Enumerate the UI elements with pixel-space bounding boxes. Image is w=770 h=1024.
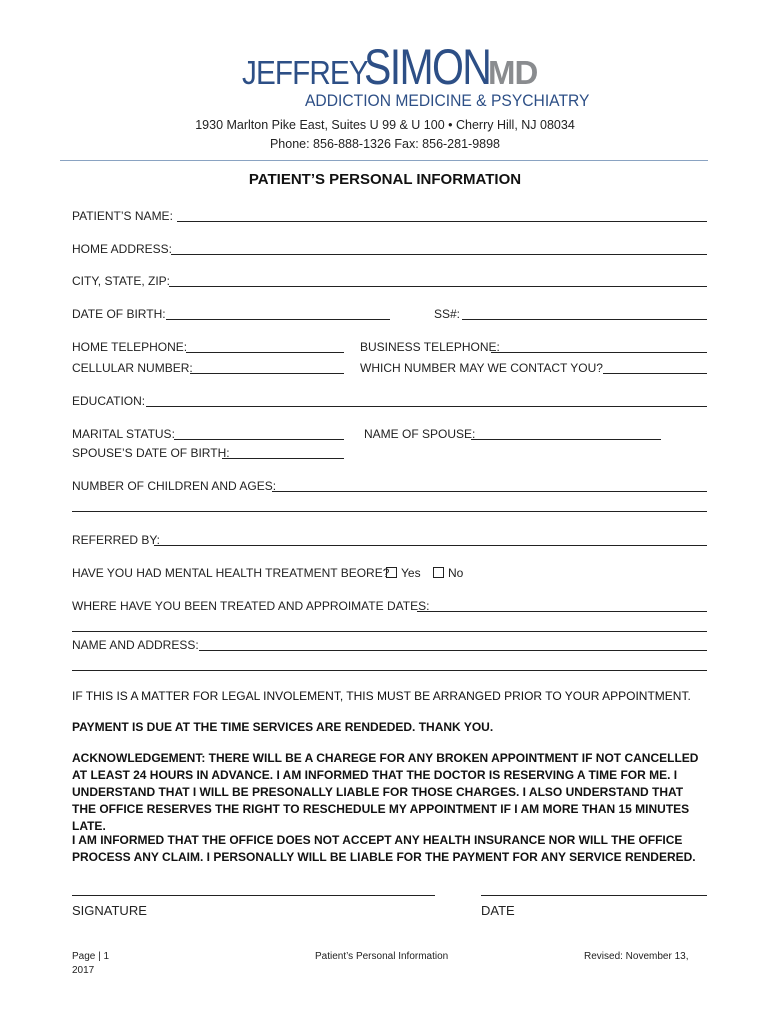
practice-phone: Phone: 856-888-1326 Fax: 856-281-9898 <box>269 137 501 151</box>
footer-year: 2017 <box>72 965 95 976</box>
spouse-name-label: NAME OF SPOUSE: <box>364 427 476 441</box>
home-address-label: HOME ADDRESS: <box>72 242 173 256</box>
name-address-field-line2[interactable] <box>72 670 707 671</box>
ssn-label: SS#: <box>434 307 461 321</box>
where-treated-field-line2[interactable] <box>72 631 707 632</box>
business-phone-label: BUSINESS TELEPHONE: <box>360 340 500 354</box>
date-label: DATE <box>481 903 515 918</box>
header-divider <box>60 160 708 161</box>
education-field[interactable] <box>146 406 707 407</box>
contact-number-field[interactable] <box>603 373 707 374</box>
signature-field[interactable] <box>72 895 435 896</box>
date-field[interactable] <box>481 895 707 896</box>
spouse-name-field[interactable] <box>471 439 661 440</box>
spouse-dob-field[interactable] <box>222 458 344 459</box>
patient-name-field[interactable] <box>177 221 707 222</box>
home-phone-field[interactable] <box>186 352 344 353</box>
marital-status-field[interactable] <box>174 439 344 440</box>
children-field-line2[interactable] <box>72 511 707 512</box>
yes-label: Yes <box>401 566 421 580</box>
footer-revised: Revised: November 13, <box>584 951 689 962</box>
logo-suffix: MD <box>488 54 538 91</box>
cell-field[interactable] <box>190 373 344 374</box>
children-label: NUMBER OF CHILDREN AND AGES: <box>72 479 277 493</box>
patient-name-label: PATIENT’S NAME: <box>72 209 173 223</box>
dob-label: DATE OF BIRTH: <box>72 307 166 321</box>
education-label: EDUCATION: <box>72 394 146 408</box>
logo-first-name: JEFFREY <box>242 54 368 91</box>
yes-option[interactable] <box>386 566 421 580</box>
legal-notice: IF THIS IS A MATTER FOR LEGAL INVOLEMENT, THIS MUST BE ARRANGED PRIOR TO YOUR APPOINTMENT. <box>72 689 691 703</box>
no-option[interactable] <box>433 566 463 580</box>
cell-label: CELLULAR NUMBER: <box>72 361 193 375</box>
referred-by-label: REFERRED BY: <box>72 533 161 547</box>
yes-checkbox[interactable] <box>386 567 397 578</box>
contact-number-label: WHICH NUMBER MAY WE CONTACT YOU? <box>360 361 603 375</box>
referred-by-field[interactable] <box>154 545 707 546</box>
spouse-dob-label: SPOUSE’S DATE OF BIRTH: <box>72 446 230 460</box>
where-treated-label: WHERE HAVE YOU BEEN TREATED AND APPROIMATE DATES: <box>72 599 430 613</box>
acknowledgement-notice: ACKNOWLEDGEMENT: THERE WILL BE A CHAREGE FOR ANY BROKEN APPOINTMENT IF NOT CANCELLED AT LEAST 24 HOURS IN ADVANCE. I AM INFORMED THAT THE DOCTOR IS RESERVING A TIME FOR ME. I UNDERSTAND THAT I WILL BE PRESONALLY LIABLE FOR THOSE CHARGES. I ALSO UNDERSTAND THAT THE OFFICE RESERVES THE RIGHT TO RESCHEDULE MY APPOINTMENT IF I AM MORE THAN 15 MINUTES LATE. <box>72 751 699 833</box>
form-title: PATIENT’S PERSONAL INFORMATION <box>248 171 522 188</box>
city-state-zip-label: CITY, STATE, ZIP: <box>72 274 171 288</box>
treatment-question: HAVE YOU HAD MENTAL HEALTH TREATMENT BEORE? <box>72 566 390 580</box>
footer-title: Patient’s Personal Information <box>315 951 449 962</box>
payment-notice: PAYMENT IS DUE AT THE TIME SERVICES ARE RENDEDED. THANK YOU. <box>72 720 494 734</box>
home-address-field[interactable] <box>171 254 707 255</box>
home-phone-label: HOME TELEPHONE: <box>72 340 188 354</box>
no-checkbox[interactable] <box>433 567 444 578</box>
name-address-label: NAME AND ADDRESS: <box>72 638 199 652</box>
ssn-field[interactable] <box>462 319 707 320</box>
name-address-field[interactable] <box>199 650 707 651</box>
business-phone-field[interactable] <box>491 352 707 353</box>
logo-tagline: ADDICTION MEDICINE & PSYCHIATRY <box>305 91 590 110</box>
no-label: No <box>448 566 464 580</box>
signature-label: SIGNATURE <box>72 903 147 918</box>
insurance-notice: I AM INFORMED THAT THE OFFICE DOES NOT ACCEPT ANY HEALTH INSURANCE NOR WILL THE OFFICE PROCESS ANY CLAIM. I PERSONALLY WILL BE LIABLE FOR THE PAYMENT FOR ANY SERVICE RENDERED. <box>72 833 696 864</box>
marital-status-label: MARITAL STATUS: <box>72 427 175 441</box>
logo-last-name: SIMON <box>364 39 491 95</box>
children-field[interactable] <box>272 491 707 492</box>
where-treated-field[interactable] <box>417 611 707 612</box>
city-state-zip-field[interactable] <box>169 286 707 287</box>
footer-page-number: Page | 1 <box>72 951 110 962</box>
dob-field[interactable] <box>166 319 390 320</box>
practice-address: 1930 Marlton Pike East, Suites U 99 & U 100 • Cherry Hill, NJ 08034 <box>195 118 575 132</box>
